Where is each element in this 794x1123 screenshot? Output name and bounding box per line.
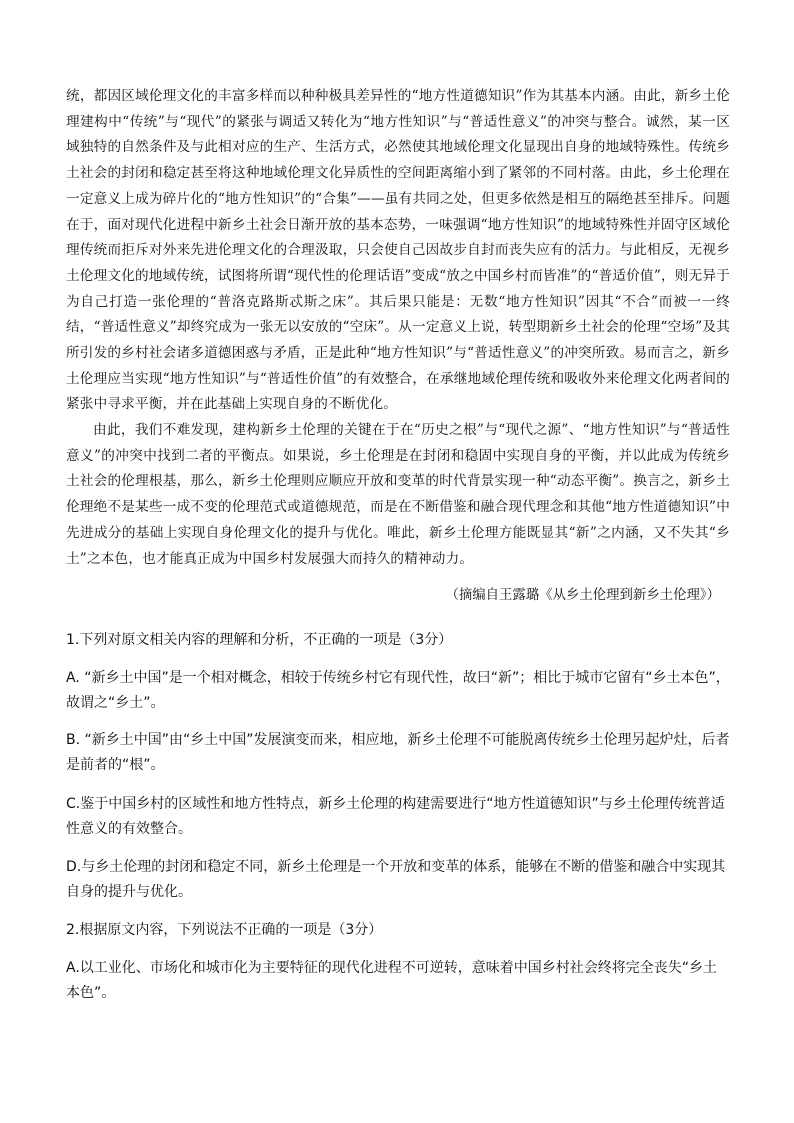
- passage-paragraph-2: 由此，我们不难发现，建构新乡土伦理的关键在于在“历史之根”与“现代之源”、“地方性知识”与“普适性意义”的冲突中找到二者的平衡点。如果说，乡土伦理是在封闭和稳固中实现自身的平衡，并以此成为传统乡土社会的伦理根基，那么，新乡土伦理则应顺应开放和变革的时代背景实现一种“动态平衡”。换言之，新乡土伦理绝不是某些一成不变的伦理范式或道德规范，而是在不断借鉴和融合现代理念和其他“地方性道德知识”中先进成分的基础上实现自身伦理文化的提升与优化。唯此，新乡土伦理方能既显其“新”之内涵，又不失其“乡土”之本色，也才能真正成为中国乡村发展强大而持久的精神动力。: [66, 422, 730, 567]
- question-1-stem: 1.下列对原文相关内容的理解和分析，不正确的一项是（3分）: [66, 632, 453, 648]
- source-citation: （摘编自王露璐《从乡土伦理到新乡土伦理》）: [445, 588, 720, 603]
- question-1-option-b: B. “新乡土中国”由“乡土中国”发展演变而来，相应地，新乡土伦理不可能脱离传统乡土伦理另起炉灶，后者是前者的“根”。: [66, 732, 730, 773]
- question-1-option-c: C.鉴于中国乡村的区域性和地方性特点，新乡土伦理的构建需要进行“地方性道德知识”与乡土伦理传统普适性意义的有效整合。: [66, 796, 725, 837]
- question-1-option-a: A. “新乡土中国”是一个相对概念，相较于传统乡村它有现代性，故曰“新”；相比于城市它留有“乡土本色”，故谓之“乡土”。: [66, 670, 730, 711]
- question-2-option-a: A.以工业化、市场化和城市化为主要特征的现代化进程不可逆转，意味着中国乡村社会终将完全丧失“乡土本色”。: [66, 960, 718, 1001]
- question-2-stem: 2.根据原文内容，下列说法不正确的一项是（3分）: [66, 922, 383, 938]
- passage-paragraph-1: 统，都因区域伦理文化的丰富多样而以种种极具差异性的“地方性道德知识”作为其基本内涵。由此，新乡土伦理建构中“传统”与“现代”的紧张与调适又转化为“地方性知识”与“普适性意义”的冲突与整合。诚然，某一区域独特的自然条件及与此相对应的生产、生活方式，必然使其地域伦理文化显现出自身的地域特殊性。传统乡土社会的封闭和稳定甚至将这种地域伦理文化异质性的空间距离缩小到了紧邻的不同村落。由此，乡土伦理在一定意义上成为碎片化的“地方性知识”的“合集”——虽有共同之处，但更多依然是相互的隔绝甚至排斥。问题在于，面对现代化进程中新乡土社会日渐开放的基本态势，一味强调“地方性知识”的地域特殊性并固守区域伦理传统而拒斥对外来先进伦理文化的合理汲取，只会使自己因故步自封而丧失应有的活力。与此相反，无视乡土伦理文化的地域传统，试图将所谓“现代性的伦理话语”变成“放之中国乡村而皆准”的“普适价值”，则无异于为自己打造一张伦理的“普洛克路斯忒斯之床”。其后果只能是：无数“地方性知识”因其“不合”而被一一终结，“普适性意义”却终究成为一张无以安放的“空床”。从一定意义上说，转型期新乡土社会的伦理“空场”及其所引发的乡村社会诸多道德困惑与矛盾，正是此种“地方性知识”与“普适性意义”的冲突所致。易而言之，新乡土伦理应当实现“地方性知识”与“普适性价值”的有效整合，在承继地域伦理传统和吸收外来伦理文化两者间的紧张中寻求平衡，并在此基础上实现自身的不断优化。: [66, 88, 730, 413]
- question-1-option-d: D.与乡土伦理的封闭和稳定不同，新乡土伦理是一个开放和变革的体系，能够在不断的借鉴和融合中实现其自身的提升与优化。: [66, 859, 726, 900]
